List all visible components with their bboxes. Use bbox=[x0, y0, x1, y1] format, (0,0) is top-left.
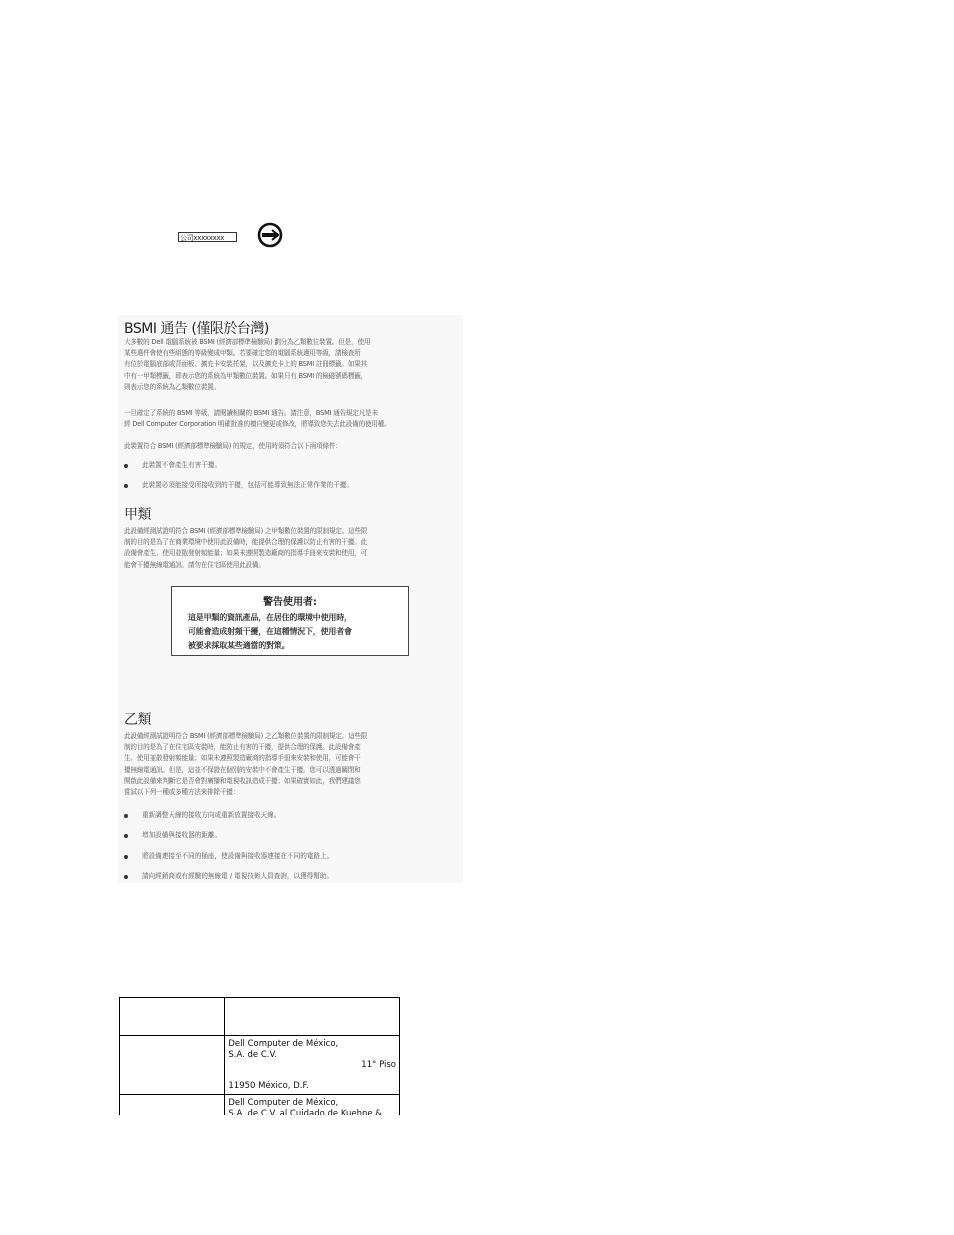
text-line: 則表示您的系統為乙類數位裝置。 bbox=[124, 382, 220, 391]
bsmi-paragraph-3 bbox=[124, 441, 464, 452]
bullet-icon bbox=[124, 814, 128, 818]
text-line: 一旦確定了系統的 BSMI 等級，請閱讀相關的 BSMI 通告。請注意，BSMI 通告規定凡是未 bbox=[124, 409, 378, 417]
bullet-icon bbox=[124, 484, 128, 488]
table-cell bbox=[120, 1095, 225, 1116]
table-row bbox=[120, 1095, 400, 1116]
text-line: 某些選件會使有些組態的等級變成甲類。若要確定您的電腦系統適用等級，請檢查所 bbox=[124, 349, 361, 358]
warning-line: 被要求採取某些適當的對策。 bbox=[188, 641, 290, 650]
remedy-item: 重新調整天線的接收方向或重新放置接收天線。 bbox=[142, 811, 281, 819]
address-line: 11° Piso bbox=[361, 1060, 396, 1070]
table-cell bbox=[120, 1036, 225, 1095]
warning-title: 警告使用者: bbox=[263, 597, 317, 608]
table-cell bbox=[225, 998, 400, 1036]
warning-box bbox=[171, 586, 409, 656]
text-line: 擾無線電通訊。但是，這並不保證在個別的安裝中不會產生干擾。您可以透過關閉和 bbox=[124, 765, 361, 774]
text-line: 此裝置符合 BSMI (經濟部標準檢驗局) 的規定，使用時須符合以下兩項條件： bbox=[124, 442, 342, 450]
remedy-item: 將設備連接至不同的插座，使設備與接收器連接在不同的電路上。 bbox=[142, 852, 334, 860]
warning-line: 可能會造成射頻干擾，在這種情況下，使用者會 bbox=[188, 627, 352, 636]
remedy-item: 請向經銷商或有經驗的無線電 / 電視技術人員查詢，以獲得幫助。 bbox=[142, 872, 334, 880]
table-row bbox=[120, 998, 400, 1036]
condition-item: 此裝置必須能接受所接收到的干擾，包括可能導致無法正常作業的干擾。 bbox=[142, 481, 353, 489]
bsmi-paragraph-1 bbox=[124, 337, 464, 393]
address-line: S.A. de C.V. al Cuidado de Kuehne & bbox=[228, 1108, 382, 1115]
text-line: 大多數的 Dell 電腦系統被 BSMI (經濟部標準檢驗局) 劃分為乙類數位裝置。但是，使用 bbox=[124, 338, 371, 346]
bullet-icon bbox=[124, 834, 128, 838]
text-line: 有位於電腦底部或背面板、擴充卡安裝托架，以及擴充卡上的 BSMI 註冊標籤。如果其 bbox=[124, 360, 367, 369]
text-line: 設備會產生、使用並散發射頻能量；如果未遵照製造廠商的指導手冊來安裝和使用，可 bbox=[124, 549, 367, 558]
table-cell bbox=[225, 1036, 400, 1095]
text-line: 生、使用並散發射頻能量；如果未遵照製造廠商的指導手冊來安裝和使用，可能會干 bbox=[124, 754, 361, 763]
table-cell bbox=[225, 1095, 400, 1116]
bsmi-registration-label: 公司xxxxxxxx bbox=[178, 232, 237, 242]
bsmi-paragraph-2 bbox=[124, 408, 464, 430]
text-line: 此設備經測試證明符合 BSMI (經濟部標準檢驗局) 之乙類數位裝置的限制規定。這些限 bbox=[124, 732, 368, 740]
condition-item: 此裝置不會產生有害干擾。 bbox=[142, 461, 222, 469]
warning-line: 這是甲類的資訊產品，在居住的環境中使用時， bbox=[188, 613, 352, 622]
bullet-icon bbox=[124, 464, 128, 468]
bsmi-heading: BSMI 通告 (僅限於台灣) bbox=[124, 321, 269, 337]
bsmi-mark-icon bbox=[257, 222, 283, 248]
table-row bbox=[120, 1036, 400, 1095]
text-line: 嘗試以下列一種或多種方法來排除干擾： bbox=[124, 788, 240, 797]
text-line: 開啟此設備來判斷它是否會對廣播和電視收訊造成干擾；如果確實如此，我們建議您 bbox=[124, 776, 361, 785]
class-b-heading: 乙類 bbox=[124, 712, 151, 728]
bullet-icon bbox=[124, 875, 128, 879]
address-line: Dell Computer de México, bbox=[228, 1039, 339, 1049]
class-b-paragraph bbox=[124, 731, 464, 798]
class-a-paragraph bbox=[124, 526, 464, 571]
text-line: 此設備經測試證明符合 BSMI (經濟部標準檢驗局) 之甲類數位裝置的限制規定。這些限 bbox=[124, 527, 368, 535]
text-line: 制的目的是為了在商業環境中使用此設備時，能提供合理的保護以防止有害的干擾。此 bbox=[124, 538, 367, 547]
text-line: 能會干擾無線電通訊。請勿在住宅區使用此設備。 bbox=[124, 560, 265, 569]
table-cell bbox=[120, 998, 225, 1036]
class-a-heading: 甲類 bbox=[124, 507, 151, 523]
text-line: 中有一甲類標籤，即表示您的系統為甲類數位裝置。如果只有 BSMI 的檢磁號碼標籤， bbox=[124, 371, 367, 380]
address-line: 11950 México, D.F. bbox=[228, 1080, 309, 1091]
address-line: Dell Computer de México, bbox=[228, 1098, 339, 1108]
text-line: 經 Dell Computer Corporation 明確批准的擅自變更或修改，將導致您失去此設備的使用權。 bbox=[124, 420, 391, 429]
text-line: 制的目的是為了在住宅區安裝時，能防止有害的干擾，提供合理的保護。此設備會產 bbox=[124, 743, 361, 752]
bullet-icon bbox=[124, 855, 128, 859]
address-table bbox=[119, 997, 400, 1115]
address-line: S.A. de C.V. bbox=[228, 1049, 277, 1060]
remedy-item: 增加設備與接收器的距離。 bbox=[142, 831, 222, 839]
